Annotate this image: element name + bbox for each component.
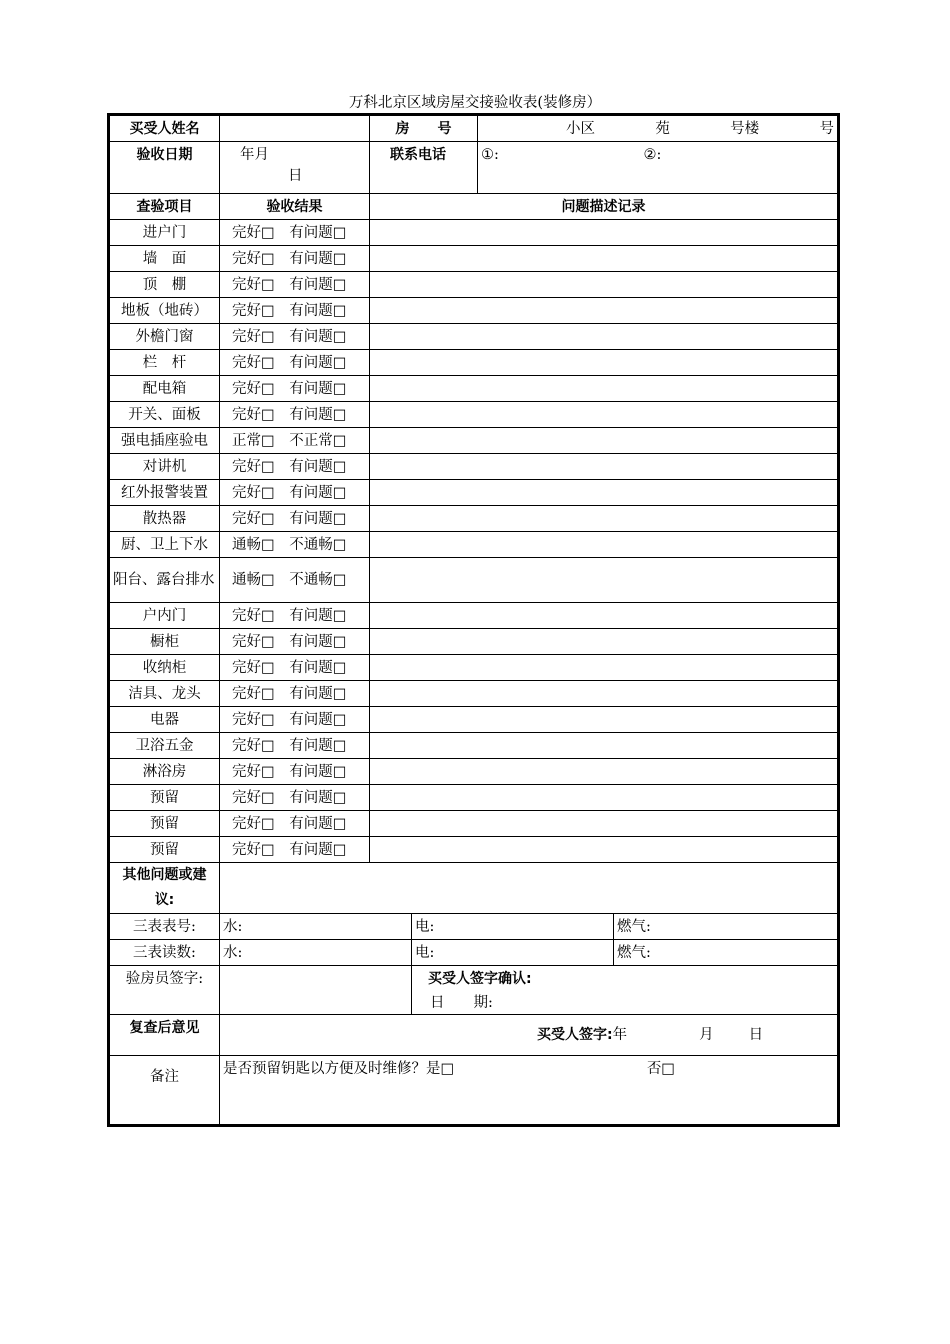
item-name: 阳台、露台排水 (109, 558, 220, 603)
date-day: 日 (288, 168, 303, 184)
item-description-field[interactable] (370, 785, 839, 811)
item-name: 预留 (109, 785, 220, 811)
room-label: 房 号 (370, 115, 478, 142)
item-description-field[interactable] (370, 837, 839, 863)
meter-number-gas[interactable]: 燃气: (614, 914, 839, 940)
item-name: 强电插座验电 (109, 428, 220, 454)
table-row (109, 707, 839, 733)
item-description-field[interactable] (370, 298, 839, 324)
item-name: 地板（地砖） (109, 298, 220, 324)
other-issues-label: 其他问题或建议: (109, 863, 220, 914)
item-description-field[interactable] (370, 506, 839, 532)
meter-reading-water[interactable]: 水: (220, 940, 412, 966)
table-row (109, 603, 839, 629)
room-address-field[interactable] (478, 115, 839, 142)
item-description-field[interactable] (370, 681, 839, 707)
table-row (109, 811, 839, 837)
item-result-options[interactable]: 完好□ 有问题□ (220, 454, 370, 480)
meter-number-row (109, 914, 839, 940)
buyer-confirm-field[interactable] (412, 966, 839, 1015)
item-name: 散热器 (109, 506, 220, 532)
buyer-sign-label: 买受人签字: (537, 1027, 613, 1043)
date-phone-row (109, 142, 839, 194)
meter-reading-label: 三表读数: (109, 940, 220, 966)
item-result-options[interactable]: 正常□ 不正常□ (220, 428, 370, 454)
item-description-field[interactable] (370, 428, 839, 454)
item-result-options[interactable]: 完好□ 有问题□ (220, 506, 370, 532)
item-name: 外檐门窗 (109, 324, 220, 350)
table-row (109, 428, 839, 454)
item-result-options[interactable]: 完好□ 有问题□ (220, 837, 370, 863)
item-description-field[interactable] (370, 811, 839, 837)
item-result-options[interactable]: 完好□ 有问题□ (220, 759, 370, 785)
item-description-field[interactable] (370, 629, 839, 655)
recheck-label: 复查后意见 (109, 1015, 220, 1056)
buyer-name-row (109, 115, 839, 142)
meter-reading-row (109, 940, 839, 966)
meter-reading-electric[interactable]: 电: (412, 940, 614, 966)
table-row (109, 220, 839, 246)
item-name: 淋浴房 (109, 759, 220, 785)
remark-row (109, 1056, 839, 1126)
item-description-field[interactable] (370, 759, 839, 785)
item-name: 橱柜 (109, 629, 220, 655)
meter-number-water[interactable]: 水: (220, 914, 412, 940)
table-row (109, 272, 839, 298)
inspection-date-label: 验收日期 (109, 142, 220, 194)
remark-question[interactable]: 是否预留钥匙以方便及时维修？是□ (223, 1061, 455, 1077)
item-description-field[interactable] (370, 324, 839, 350)
table-row (109, 629, 839, 655)
item-name: 收纳柜 (109, 655, 220, 681)
table-row (109, 655, 839, 681)
item-description-field[interactable] (370, 655, 839, 681)
item-name: 户内门 (109, 603, 220, 629)
inspector-sign-label: 验房员签字: (109, 966, 220, 1015)
address-building: 号楼 (730, 120, 760, 137)
item-result-options[interactable]: 完好□ 有问题□ (220, 707, 370, 733)
meter-number-label: 三表表号: (109, 914, 220, 940)
table-row (109, 681, 839, 707)
phone-1: ①: (481, 147, 499, 163)
table-row (109, 402, 839, 428)
address-community: 小区 (566, 120, 595, 137)
item-description-field[interactable] (370, 733, 839, 759)
signature-row (109, 966, 839, 1015)
item-result-options[interactable]: 完好□ 有问题□ (220, 480, 370, 506)
date-year-month: 年月 (240, 147, 269, 163)
table-row (109, 298, 839, 324)
item-description-field[interactable] (370, 376, 839, 402)
meter-reading-gas[interactable]: 燃气: (614, 940, 839, 966)
item-result-options[interactable]: 通畅□ 不通畅□ (220, 532, 370, 558)
table-row (109, 454, 839, 480)
other-issues-field[interactable] (220, 863, 839, 914)
table-row (109, 324, 839, 350)
table-row (109, 350, 839, 376)
table-row (109, 246, 839, 272)
table-row (109, 759, 839, 785)
table-row (109, 506, 839, 532)
item-result-options[interactable]: 完好□ 有问题□ (220, 402, 370, 428)
item-name: 预留 (109, 811, 220, 837)
phone-label: 联系电话 (370, 142, 478, 194)
item-name: 厨、卫上下水 (109, 532, 220, 558)
item-description-field[interactable] (370, 558, 839, 603)
item-description-field[interactable] (370, 454, 839, 480)
phone-2: ②: (643, 147, 662, 163)
table-row (109, 785, 839, 811)
item-result-options[interactable]: 完好□ 有问题□ (220, 220, 370, 246)
other-issues-row (109, 863, 839, 914)
item-result-options[interactable]: 完好□ 有问题□ (220, 785, 370, 811)
remark-no-option[interactable]: 否□ (646, 1061, 676, 1077)
item-description-field[interactable] (370, 480, 839, 506)
item-description-field[interactable] (370, 603, 839, 629)
item-name: 配电箱 (109, 376, 220, 402)
buyer-confirm-label: 买受人签字确认: (428, 971, 532, 987)
table-row (109, 376, 839, 402)
inspection-date-field[interactable] (220, 142, 370, 194)
item-result-options[interactable]: 通畅□ 不通畅□ (220, 558, 370, 603)
table-row (109, 558, 839, 603)
recheck-field[interactable] (220, 1015, 839, 1056)
remark-field (220, 1056, 839, 1126)
phone-field[interactable] (478, 142, 839, 194)
item-name: 预留 (109, 837, 220, 863)
address-number: 号 (819, 120, 834, 137)
sign-day: 日 (748, 1027, 764, 1043)
inspector-sign-field[interactable] (220, 966, 412, 1015)
item-name: 顶 棚 (109, 272, 220, 298)
table-row (109, 837, 839, 863)
item-description-field[interactable] (370, 220, 839, 246)
column-result: 验收结果 (220, 194, 370, 220)
item-name: 红外报警装置 (109, 480, 220, 506)
item-result-options[interactable]: 完好□ 有问题□ (220, 811, 370, 837)
item-name: 对讲机 (109, 454, 220, 480)
item-description-field[interactable] (370, 532, 839, 558)
table-row (109, 480, 839, 506)
item-name: 栏 杆 (109, 350, 220, 376)
table-row (109, 733, 839, 759)
item-result-options[interactable]: 完好□ 有问题□ (220, 629, 370, 655)
item-result-options[interactable]: 完好□ 有问题□ (220, 272, 370, 298)
item-result-options[interactable]: 完好□ 有问题□ (220, 298, 370, 324)
item-name: 卫浴五金 (109, 733, 220, 759)
item-result-options[interactable]: 完好□ 有问题□ (220, 246, 370, 272)
item-result-options[interactable]: 完好□ 有问题□ (220, 681, 370, 707)
buyer-name-field[interactable] (220, 115, 370, 142)
meter-number-electric[interactable]: 电: (412, 914, 614, 940)
item-description-field[interactable] (370, 246, 839, 272)
item-result-options[interactable]: 完好□ 有问题□ (220, 376, 370, 402)
item-result-options[interactable]: 完好□ 有问题□ (220, 603, 370, 629)
item-description-field[interactable] (370, 272, 839, 298)
inspection-form-table (107, 113, 840, 1127)
column-description: 问题描述记录 (370, 194, 839, 220)
item-description-field[interactable] (370, 707, 839, 733)
item-name: 洁具、龙头 (109, 681, 220, 707)
item-name: 电器 (109, 707, 220, 733)
column-item: 查验项目 (109, 194, 220, 220)
confirm-date-label: 日 期: (430, 995, 493, 1011)
remark-label: 备注 (109, 1056, 220, 1126)
form-title: 万科北京区域房屋交接验收表(装修房） (348, 95, 602, 111)
item-name: 墙 面 (109, 246, 220, 272)
item-description-field[interactable] (370, 350, 839, 376)
item-description-field[interactable] (370, 402, 839, 428)
item-name: 开关、面板 (109, 402, 220, 428)
item-result-options[interactable]: 完好□ 有问题□ (220, 350, 370, 376)
item-name: 进户门 (109, 220, 220, 246)
recheck-row (109, 1015, 839, 1056)
item-result-options[interactable]: 完好□ 有问题□ (220, 733, 370, 759)
sign-month: 月 (699, 1027, 714, 1043)
item-result-options[interactable]: 完好□ 有问题□ (220, 324, 370, 350)
table-row (109, 532, 839, 558)
sign-year: 年 (612, 1027, 628, 1043)
address-garden: 苑 (655, 120, 670, 137)
column-header-row (109, 194, 839, 220)
buyer-name-label: 买受人姓名 (109, 115, 220, 142)
item-result-options[interactable]: 完好□ 有问题□ (220, 655, 370, 681)
